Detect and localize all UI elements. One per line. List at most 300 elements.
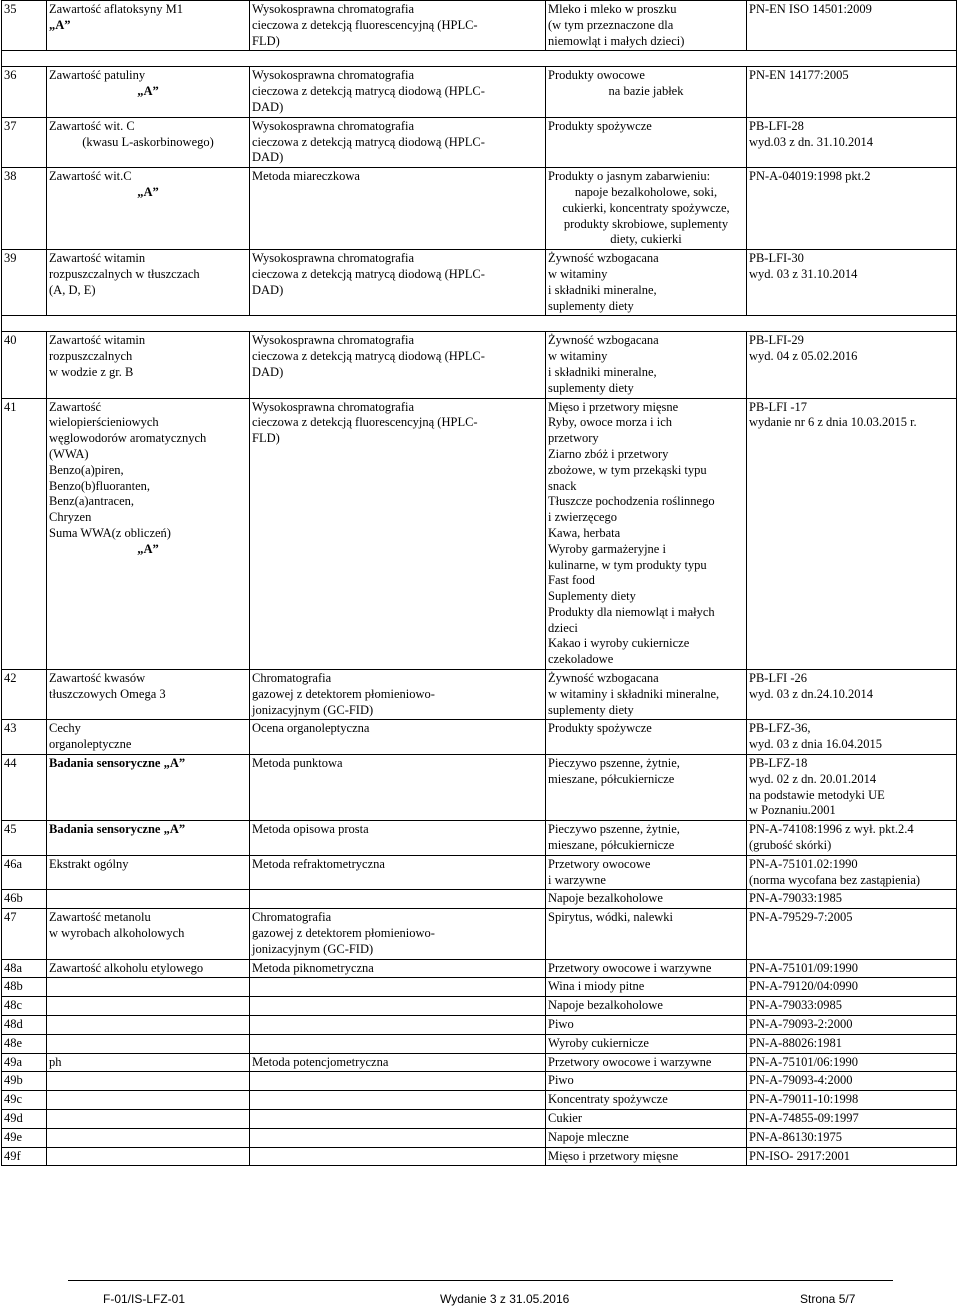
products-line: Żywność wzbogacana: [548, 671, 659, 686]
cell-norm: [747, 67, 957, 117]
products-line: czekoladowe: [548, 652, 614, 667]
products-line: Produkty spożywcze: [548, 721, 652, 736]
norm-line: PB-LFI-30: [749, 251, 804, 266]
table-row: [2, 1034, 957, 1053]
method-line: Metoda punktowa: [252, 756, 343, 771]
cell-method: [250, 398, 546, 670]
cell-method: [250, 1091, 546, 1110]
norm-line: PN-ISO- 2917:2001: [749, 1148, 851, 1163]
products-line: Fast food: [548, 573, 595, 588]
cell-norm: [747, 959, 957, 978]
norm-line: wyd. 02 z dn. 20.01.2014: [749, 771, 877, 786]
footer-edition: Wydanie 3 z 31.05.2016: [440, 1292, 570, 1306]
table-row: [2, 1072, 957, 1091]
cell-norm: [747, 1110, 957, 1129]
name-line: Zawartość aflatoksyny M1: [49, 2, 183, 16]
cell-method: [250, 250, 546, 316]
cell-method: [250, 909, 546, 959]
cell-products: [546, 959, 747, 978]
products-line: Produkty o jasnym zabarwieniu:: [548, 169, 711, 184]
products-line: i warzywne: [548, 872, 606, 887]
cell-method: [250, 959, 546, 978]
norm-line: (norma wycofana bez zastąpienia): [749, 872, 921, 887]
norm-line: PN-A-75101.02:1990: [749, 856, 858, 871]
cell-name: [47, 67, 250, 117]
table-row: [2, 117, 957, 167]
table-row: [2, 1053, 957, 1072]
products-line: Przetwory owocowe i warzywne: [548, 1054, 712, 1069]
method-line: Chromatografia: [252, 671, 332, 686]
cell-no: 49e: [2, 1128, 47, 1147]
products-line: Suplementy diety: [548, 589, 636, 604]
method-line: DAD): [252, 282, 284, 297]
name-line: Zawartość witamin: [49, 333, 146, 348]
cell-no: 42: [2, 670, 47, 720]
cell-products: [546, 890, 747, 909]
products-line: w witaminy i składniki mineralne,: [548, 686, 720, 701]
cell-no: 35: [2, 1, 47, 51]
name-line: Zawartość alkoholu etylowego: [49, 960, 204, 975]
products-line: i zwierzęcego: [548, 510, 618, 525]
cell-method: [250, 890, 546, 909]
products-line: przetwory: [548, 431, 599, 446]
norm-line: PN-A-74108:1996 z wył. pkt.2.4: [749, 822, 914, 837]
cell-products: [546, 1034, 747, 1053]
name-line: Benz(a)antracen,: [49, 494, 135, 509]
products-line: Wyroby garmażeryjne i: [548, 541, 666, 556]
cell-name: [47, 398, 250, 670]
cell-products: [546, 67, 747, 117]
cell-norm: [747, 1128, 957, 1147]
method-line: Wysokosprawna chromatografia: [252, 118, 415, 133]
cell-norm: [747, 1053, 957, 1072]
products-line: Napoje mleczne: [548, 1129, 629, 1144]
cell-method: [250, 821, 546, 856]
table-row: [2, 720, 957, 755]
cell-no: 48b: [2, 978, 47, 997]
cell-method: [250, 332, 546, 398]
method-line: Metoda opisowa prosta: [252, 822, 369, 837]
products-line: kulinarne, w tym produkty typu: [548, 557, 707, 572]
norm-line: PN-A-86130:1975: [749, 1129, 843, 1144]
cell-products: [546, 720, 747, 755]
method-line: Metoda refraktometryczna: [252, 856, 385, 871]
name-line: w wodzie z gr. B: [49, 364, 134, 379]
cell-method: [250, 997, 546, 1016]
name-line: [49, 1111, 247, 1127]
name-line: Zawartość wit. C: [49, 118, 135, 133]
method-line: Chromatografia: [252, 910, 332, 925]
method-line: [252, 891, 543, 907]
name-line: Zawartość patuliny: [49, 68, 146, 83]
cell-norm: [747, 1072, 957, 1091]
name-line: Benzo(a)piren,: [49, 462, 124, 477]
cell-norm: [747, 1, 957, 51]
cell-method: [250, 1, 546, 51]
name-line: [49, 1092, 247, 1108]
cell-method: [250, 1072, 546, 1091]
cell-products: [546, 978, 747, 997]
table-row: [2, 909, 957, 959]
cell-name: [47, 332, 250, 398]
products-line: Żywność wzbogacana: [548, 333, 659, 348]
cell-no: 49b: [2, 1072, 47, 1091]
cell-products: [546, 117, 747, 167]
cell-name: [47, 909, 250, 959]
cell-no: 46a: [2, 855, 47, 890]
cell-method: [250, 720, 546, 755]
cell-name: [47, 855, 250, 890]
method-line: Wysokosprawna chromatografia: [252, 333, 415, 348]
products-line: Ryby, owoce morza i ich: [548, 415, 672, 430]
method-line: cieczowa z detekcją fluorescencyjną (HPLC-: [252, 17, 478, 32]
cell-products: [546, 332, 747, 398]
cell-name: [47, 890, 250, 909]
products-line: snack: [548, 478, 577, 493]
cell-no: 39: [2, 250, 47, 316]
norm-line: wyd. 03 z 31.10.2014: [749, 266, 858, 281]
norm-line: PB-LFI -26: [749, 671, 807, 686]
products-line: Przetwory owocowe i warzywne: [548, 960, 712, 975]
products-line: Produkty owocowe: [548, 68, 645, 83]
cell-no: 47: [2, 909, 47, 959]
cell-products: [546, 855, 747, 890]
norm-line: wyd. 03 z dn.24.10.2014: [749, 686, 873, 701]
method-line: [252, 1111, 543, 1127]
method-line: [252, 1130, 543, 1146]
cell-norm: [747, 332, 957, 398]
products-line: Produkty spożywcze: [548, 118, 652, 133]
method-line: [252, 998, 543, 1014]
name-line: Badania sensoryczne „A”: [49, 822, 186, 837]
method-line: jonizacyjnym (GC-FID): [252, 702, 374, 717]
table-row: [2, 670, 957, 720]
products-line: napoje bezalkoholowe, soki,: [574, 184, 718, 199]
norm-line: PB-LFZ-18: [749, 756, 808, 771]
method-line: Ocena organoleptyczna: [252, 721, 370, 736]
name-line: „A”: [137, 541, 159, 556]
method-line: gazowej z detektorem płomieniowo-: [252, 686, 435, 701]
products-line: Tłuszcze pochodzenia roślinnego: [548, 494, 715, 509]
name-line: Zawartość: [49, 399, 102, 414]
cell-no: 36: [2, 67, 47, 117]
products-line: Pieczywo pszenne, żytnie,: [548, 822, 680, 837]
name-line: Zawartość kwasów: [49, 671, 146, 686]
table-row: [2, 1091, 957, 1110]
products-line: cukierki, koncentraty spożywcze,: [562, 200, 730, 215]
name-line: Zawartość witamin: [49, 251, 146, 266]
cell-no: 44: [2, 755, 47, 821]
table-row: [2, 1016, 957, 1035]
cell-products: [546, 909, 747, 959]
cell-method: [250, 978, 546, 997]
cell-no: 40: [2, 332, 47, 398]
cell-products: [546, 1147, 747, 1166]
cell-norm: [747, 855, 957, 890]
cell-name: [47, 1, 250, 51]
method-line: cieczowa z detekcją matrycą diodową (HPLC-: [252, 266, 485, 281]
products-line: Produkty dla niemowląt i małych: [548, 604, 715, 619]
cell-norm: [747, 168, 957, 250]
name-line: [49, 891, 247, 907]
products-line: w witaminy: [548, 349, 608, 364]
method-line: [252, 979, 543, 995]
cell-products: [546, 1, 747, 51]
cell-norm: [747, 909, 957, 959]
products-line: w witaminy: [548, 266, 608, 281]
cell-name: [47, 959, 250, 978]
products-line: Mięso i przetwory mięsne: [548, 399, 679, 414]
name-line: tłuszczowych Omega 3: [49, 686, 166, 701]
name-line: [49, 1149, 247, 1165]
products-line: Cukier: [548, 1111, 583, 1125]
table-row: [2, 997, 957, 1016]
table-row: [2, 978, 957, 997]
norm-line: PN-A-79011-10:1998: [749, 1092, 859, 1107]
cell-products: [546, 755, 747, 821]
name-line: wielopierścieniowych: [49, 415, 159, 430]
method-line: cieczowa z detekcją matrycą diodową (HPLC-: [252, 84, 485, 99]
cell-no: 48d: [2, 1016, 47, 1035]
cell-no: 48a: [2, 959, 47, 978]
cell-norm: [747, 1147, 957, 1166]
name-line: [49, 979, 247, 995]
cell-products: [546, 250, 747, 316]
cell-no: 49a: [2, 1053, 47, 1072]
table-row: [2, 332, 957, 398]
name-line: Chryzen: [49, 510, 92, 525]
method-line: Metoda miareczkowa: [252, 169, 360, 184]
name-line: rozpuszczalnych: [49, 349, 133, 364]
cell-norm: [747, 1016, 957, 1035]
table-row: [2, 855, 957, 890]
block-gap-2: [2, 316, 957, 332]
name-line: Zawartość metanolu: [49, 910, 151, 925]
name-line: „A”: [137, 84, 159, 99]
table-row: [2, 821, 957, 856]
method-line: gazowej z detektorem płomieniowo-: [252, 926, 435, 941]
cell-products: [546, 670, 747, 720]
cell-name: [47, 1110, 250, 1129]
cell-no: 49d: [2, 1110, 47, 1129]
name-line: Benzo(b)fluoranten,: [49, 478, 151, 493]
table-block-2: [2, 67, 957, 316]
table-row: [2, 755, 957, 821]
norm-line: PB-LFI-28: [749, 118, 804, 133]
name-line: Ekstrakt ogólny: [49, 856, 129, 871]
products-line: zbożowe, w tym przekąski typu: [548, 462, 707, 477]
norm-line: PN-A-75101/06:1990: [749, 1054, 859, 1069]
cell-no: 37: [2, 117, 47, 167]
norm-line: PN-A-79093-2:2000: [749, 1017, 853, 1032]
cell-name: [47, 670, 250, 720]
method-line: [252, 1149, 543, 1165]
cell-norm: [747, 250, 957, 316]
cell-products: [546, 1053, 747, 1072]
norm-line: PN-A-79529-7:2005: [749, 910, 853, 925]
name-line: Badania sensoryczne „A”: [49, 756, 186, 771]
norm-line: PN-A-74855-09:1997: [749, 1111, 859, 1125]
cell-products: [546, 1072, 747, 1091]
method-line: [252, 1036, 543, 1052]
cell-name: [47, 1016, 250, 1035]
name-line: [49, 1130, 247, 1146]
products-line: dzieci: [548, 620, 578, 635]
products-line: mieszane, półcukiernicze: [548, 838, 675, 853]
cell-name: [47, 1091, 250, 1110]
cell-name: [47, 1053, 250, 1072]
method-line: cieczowa z detekcją fluorescencyjną (HPLC-: [252, 415, 478, 430]
table-row: [2, 67, 957, 117]
method-line: Wysokosprawna chromatografia: [252, 68, 415, 83]
cell-no: 49f: [2, 1147, 47, 1166]
products-line: Wyroby cukiernicze: [548, 1035, 649, 1050]
cell-name: [47, 250, 250, 316]
table-row: [2, 168, 957, 250]
cell-norm: [747, 670, 957, 720]
cell-name: [47, 978, 250, 997]
products-line: Napoje bezalkoholowe: [548, 891, 663, 906]
footer-form-code: F-01/IS-LFZ-01: [103, 1292, 186, 1306]
name-line: rozpuszczalnych w tłuszczach: [49, 266, 200, 281]
products-line: Napoje bezalkoholowe: [548, 998, 663, 1013]
norm-line: wydanie nr 6 z dnia 10.03.2015 r.: [749, 415, 917, 430]
products-line: (w tym przeznaczone dla: [548, 17, 674, 32]
cell-name: [47, 1147, 250, 1166]
cell-no: 48c: [2, 997, 47, 1016]
cell-norm: [747, 890, 957, 909]
products-line: Mleko i mleko w proszku: [548, 2, 677, 16]
name-line: ph: [49, 1054, 62, 1069]
cell-no: 45: [2, 821, 47, 856]
name-line: w wyrobach alkoholowych: [49, 926, 185, 941]
cell-products: [546, 997, 747, 1016]
norm-line: wyd. 03 z dnia 16.04.2015: [749, 737, 882, 752]
products-line: na bazie jabłek: [608, 84, 684, 99]
name-line: „A”: [137, 184, 159, 199]
table-row: [2, 1128, 957, 1147]
norm-line: PB-LFI-29: [749, 333, 804, 348]
block-gap-1: [2, 51, 957, 67]
method-line: DAD): [252, 99, 284, 114]
method-line: [252, 1017, 543, 1033]
name-line: (kwasu L-askorbinowego): [82, 134, 214, 149]
norm-line: PN-A-88026:1981: [749, 1035, 843, 1050]
cell-method: [250, 1016, 546, 1035]
method-line: Metoda piknometryczna: [252, 960, 374, 975]
products-line: Kakao i wyroby cukiernicze: [548, 636, 690, 651]
cell-norm: [747, 821, 957, 856]
cell-name: [47, 997, 250, 1016]
method-line: DAD): [252, 150, 284, 165]
norm-line: wyd. 04 z 05.02.2016: [749, 349, 858, 364]
table-row: [2, 250, 957, 316]
table-row: [2, 890, 957, 909]
cell-norm: [747, 117, 957, 167]
method-line: cieczowa z detekcją matrycą diodową (HPLC-: [252, 349, 485, 364]
table-row: [2, 398, 957, 670]
cell-norm: [747, 1034, 957, 1053]
cell-products: [546, 1128, 747, 1147]
products-line: Spirytus, wódki, nalewki: [548, 910, 673, 925]
products-line: Koncentraty spożywcze: [548, 1092, 668, 1107]
method-line: Wysokosprawna chromatografia: [252, 251, 415, 266]
products-line: Przetwory owocowe: [548, 856, 651, 871]
cell-norm: [747, 997, 957, 1016]
cell-norm: [747, 398, 957, 670]
products-line: niemowląt i małych dzieci): [548, 33, 685, 48]
method-line: [252, 1073, 543, 1089]
cell-method: [250, 117, 546, 167]
norm-line: PN-A-79033:0985: [749, 998, 843, 1013]
products-line: i składniki mineralne,: [548, 364, 657, 379]
norm-line: PN-A-79093-4:2000: [749, 1073, 853, 1088]
table-row: [2, 1147, 957, 1166]
norm-line: PN-A-04019:1998 pkt.2: [749, 169, 871, 184]
products-line: suplementy diety: [548, 380, 634, 395]
cell-name: [47, 1072, 250, 1091]
products-line: i składniki mineralne,: [548, 282, 657, 297]
table-row: [2, 959, 957, 978]
products-line: diety, cukierki: [610, 232, 682, 247]
cell-norm: [747, 720, 957, 755]
name-line: Zawartość wit.C: [49, 169, 132, 184]
cell-no: 49c: [2, 1091, 47, 1110]
name-line: [49, 998, 247, 1014]
cell-products: [546, 821, 747, 856]
name-line: organoleptyczne: [49, 737, 132, 752]
cell-name: [47, 1128, 250, 1147]
cell-method: [250, 1147, 546, 1166]
norm-line: PN-EN ISO 14501:2009: [749, 2, 872, 16]
accreditation-scope-table: [1, 0, 957, 1166]
cell-method: [250, 1034, 546, 1053]
method-line: FLD): [252, 33, 280, 48]
method-line: DAD): [252, 364, 284, 379]
products-line: Żywność wzbogacana: [548, 251, 659, 266]
name-line: „A”: [49, 17, 71, 32]
products-line: Wina i miody pitne: [548, 979, 645, 994]
products-line: Ziarno zbóż i przetwory: [548, 446, 669, 461]
norm-line: w Poznaniu.2001: [749, 803, 836, 818]
cell-name: [47, 755, 250, 821]
cell-method: [250, 1053, 546, 1072]
cell-products: [546, 398, 747, 670]
products-line: suplementy diety: [548, 298, 634, 313]
cell-name: [47, 720, 250, 755]
table-block-3: [2, 332, 957, 1166]
norm-line: (grubość skórki): [749, 838, 832, 853]
name-line: [49, 1036, 247, 1052]
products-line: suplementy diety: [548, 702, 634, 717]
cell-norm: [747, 755, 957, 821]
cell-method: [250, 1128, 546, 1147]
method-line: Wysokosprawna chromatografia: [252, 2, 415, 16]
cell-name: [47, 168, 250, 250]
table-row: [2, 1110, 957, 1129]
cell-products: [546, 1016, 747, 1035]
method-line: Metoda potencjometryczna: [252, 1054, 389, 1069]
norm-line: PN-A-79120/04:0990: [749, 979, 859, 994]
cell-method: [250, 1110, 546, 1129]
method-line: FLD): [252, 431, 280, 446]
name-line: [49, 1017, 247, 1033]
footer-page-number: Strona 5/7: [800, 1292, 856, 1306]
products-line: produkty skrobiowe, suplementy: [563, 216, 729, 231]
cell-no: 46b: [2, 890, 47, 909]
cell-products: [546, 1110, 747, 1129]
table-row: [2, 1, 957, 51]
